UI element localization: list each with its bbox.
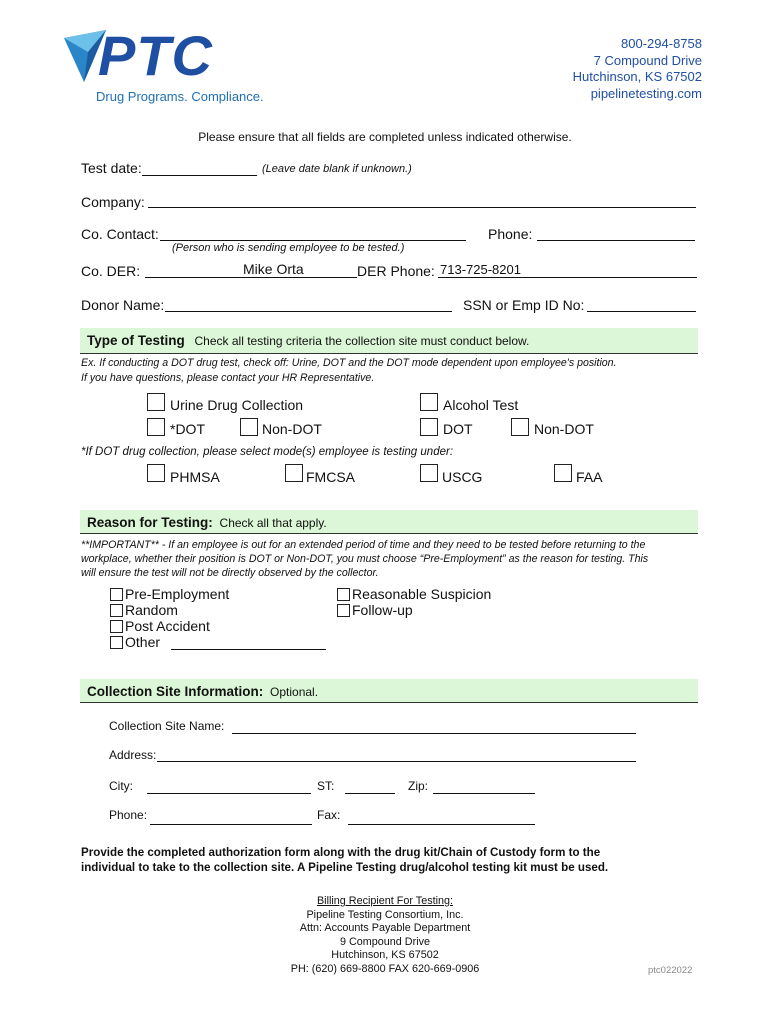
company-field[interactable]: [148, 207, 696, 208]
donor-name-field[interactable]: [165, 311, 452, 312]
ssn-field[interactable]: [587, 311, 696, 312]
reason-title: Reason for Testing: [87, 515, 209, 530]
testing-example-1: Ex. If conducting a DOT drug test, check off: Urine, DOT and the DOT mode dependent upon employee's position.: [81, 357, 617, 369]
type-of-testing-title: Type of Testing: [87, 333, 185, 348]
important-line-3: will ensure the test will not be directly observed by the collector.: [81, 567, 379, 579]
important-line-2: workplace, whether their position is DOT or Non-DOT, you must choose “Pre-Employment” as the reason for testing. This: [81, 553, 649, 565]
other-label: Other: [125, 634, 161, 650]
site-st-field[interactable]: [345, 793, 395, 794]
site-city-field[interactable]: [147, 793, 311, 794]
billing-line-2: Attn: Accounts Payable Department: [299, 922, 471, 934]
urine-checkbox[interactable]: [147, 393, 165, 411]
modes-note: *If DOT drug collection, please select mode(s) employee is testing under:: [81, 446, 454, 458]
post-accident-checkbox[interactable]: [110, 620, 123, 633]
contact-address1: 7 Compound Drive: [593, 52, 702, 68]
provide-line-2: individual to take to the collection site. A Pipeline Testing drug/alcohol testing kit must be used.: [81, 861, 609, 874]
phone-label: Phone:: [488, 226, 533, 242]
site-fax-field[interactable]: [348, 824, 535, 825]
mode-fmcsa-checkbox[interactable]: [285, 464, 303, 482]
type-of-testing-desc: Check all testing criteria the collection site must conduct below.: [194, 334, 530, 348]
reasonable-suspicion-label: Reasonable Suspicion: [352, 586, 492, 602]
alcohol-nondot-checkbox[interactable]: [511, 418, 529, 436]
billing-heading: Billing Recipient For Testing:: [316, 895, 454, 907]
site-phone-field[interactable]: [150, 824, 312, 825]
follow-up-label: Follow-up: [352, 602, 413, 618]
site-city-label: City:: [109, 779, 133, 793]
random-checkbox[interactable]: [110, 604, 123, 617]
site-zip-label: Zip:: [408, 779, 429, 793]
other-checkbox[interactable]: [110, 636, 123, 649]
mode-phmsa-label: PHMSA: [170, 469, 220, 485]
collection-site-title: Collection Site Information: [87, 684, 259, 699]
mode-uscg-checkbox[interactable]: [420, 464, 438, 482]
billing-line-1: Pipeline Testing Consortium, Inc.: [306, 908, 464, 921]
test-date-label: Test date:: [81, 160, 142, 176]
co-der-label: Co. DER:: [81, 263, 141, 279]
co-contact-note: (Person who is sending employee to be tested.): [172, 242, 405, 254]
contact-address2: Hutchinson, KS 67502: [572, 69, 702, 84]
testing-example-2: If you have questions, please contact your HR Representative.: [81, 372, 375, 384]
billing-block: [235, 895, 535, 976]
urine-dot-checkbox[interactable]: [147, 418, 165, 436]
company-label: Company:: [81, 194, 145, 210]
billing-line-3: 9 Compound Drive: [339, 935, 431, 948]
co-contact-label: Co. Contact:: [81, 226, 159, 242]
alcohol-dot-label: DOT: [443, 421, 473, 437]
billing-line-5: PH: (620) 669-8800 FAX 620-669-0906: [290, 962, 480, 975]
other-field[interactable]: [171, 649, 326, 650]
ssn-label: SSN or Emp ID No:: [463, 297, 585, 313]
site-address-field[interactable]: [157, 761, 636, 762]
instructions: Please ensure that all fields are completed unless indicated otherwise.: [198, 130, 572, 144]
site-name-label: Collection Site Name:: [109, 719, 225, 733]
mode-faa-checkbox[interactable]: [554, 464, 572, 482]
collection-site-desc: Optional.: [270, 685, 319, 699]
provide-line-1: Provide the completed authorization form along with the drug kit/Chain of Custody form to the: [81, 846, 601, 859]
mode-faa-label: FAA: [576, 469, 603, 485]
reason-band: Reason for Testing: Check all that apply.: [80, 510, 698, 534]
site-st-label: ST:: [317, 779, 335, 793]
site-phone-label: Phone:: [109, 808, 148, 822]
site-address-label: Address:: [109, 748, 157, 762]
ptc-logo: [64, 26, 274, 108]
type-of-testing-band: [80, 328, 698, 354]
co-der-value: Mike Orta: [243, 261, 304, 277]
alcohol-checkbox[interactable]: [420, 393, 438, 411]
der-phone-field[interactable]: [438, 277, 697, 278]
mode-fmcsa-label: FMCSA: [306, 469, 355, 485]
follow-up-checkbox[interactable]: [337, 604, 350, 617]
site-name-field[interactable]: [232, 733, 636, 734]
alcohol-label: Alcohol Test: [443, 397, 519, 413]
der-phone-label: DER Phone:: [357, 263, 435, 279]
phone-field[interactable]: [537, 240, 695, 241]
co-contact-field[interactable]: [160, 240, 466, 241]
collection-site-band: Collection Site Information: Optional.: [80, 679, 698, 703]
urine-nondot-label: Non-DOT: [262, 421, 322, 437]
contact-block: [573, 36, 702, 102]
pre-employment-checkbox[interactable]: [110, 588, 123, 601]
test-date-note: (Leave date blank if unknown.): [262, 163, 412, 175]
logo-tagline: Drug Programs. Compliance.: [96, 89, 264, 104]
billing-line-4: Hutchinson, KS 67502: [331, 949, 439, 961]
mode-uscg-label: USCG: [442, 469, 483, 485]
random-label: Random: [125, 602, 178, 618]
alcohol-dot-checkbox[interactable]: [420, 418, 438, 436]
post-accident-label: Post Accident: [125, 618, 210, 634]
important-line-1: **IMPORTANT** - If an employee is out for an extended period of time and they need to be tested before returning to the: [81, 539, 646, 551]
contact-website[interactable]: pipelinetesting.com: [590, 85, 702, 101]
alcohol-nondot-label: Non-DOT: [534, 421, 594, 437]
mode-phmsa-checkbox[interactable]: [147, 464, 165, 482]
site-fax-label: Fax:: [317, 808, 341, 822]
logo-text: PTC: [98, 24, 213, 87]
reason-desc: Check all that apply.: [219, 516, 327, 530]
pre-employment-label: Pre-Employment: [125, 586, 230, 602]
donor-name-label: Donor Name:: [81, 297, 165, 313]
form-code: ptc022022: [648, 965, 693, 976]
site-zip-field[interactable]: [433, 793, 535, 794]
urine-label: Urine Drug Collection: [170, 397, 304, 413]
contact-phone: 800-294-8758: [621, 36, 702, 51]
co-der-field[interactable]: [145, 277, 357, 278]
reasonable-suspicion-checkbox[interactable]: [337, 588, 350, 601]
urine-dot-label: *DOT: [170, 421, 205, 437]
urine-nondot-checkbox[interactable]: [240, 418, 258, 436]
test-date-field[interactable]: [142, 175, 257, 176]
der-phone-value: 713-725-8201: [440, 262, 521, 277]
